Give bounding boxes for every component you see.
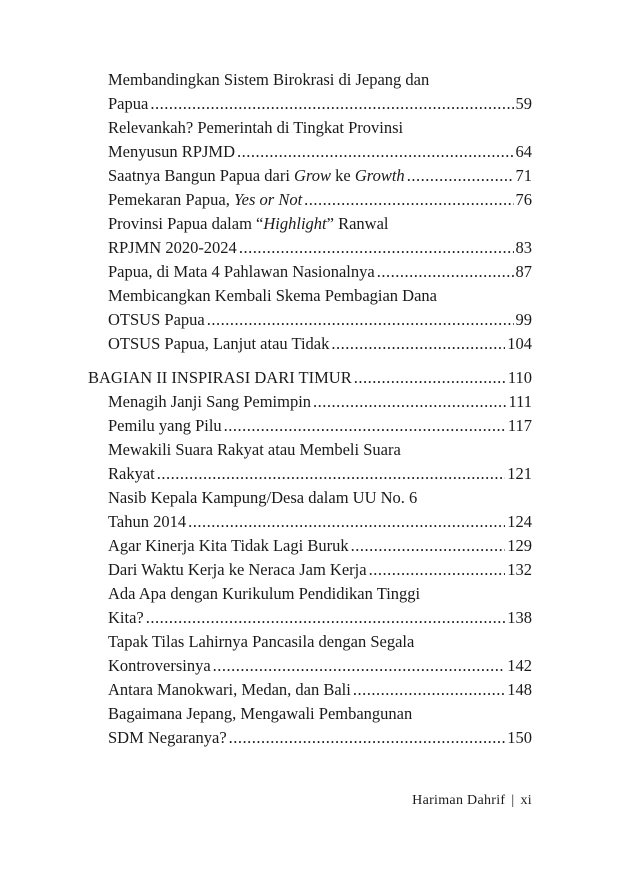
entry-title-last-line [108,534,532,558]
entry-text: Tahun 2014 [108,512,187,531]
entry-page-number: 117 [507,416,532,435]
entry-title-first-line [108,212,532,236]
entry-text: Relevankah? Pemerintah di Tingkat Provinsi [108,118,404,137]
entry-title-first-line [108,702,532,726]
dot-leader [157,462,506,486]
toc-entry[interactable] [108,212,532,260]
entry-page-number: 138 [507,608,532,627]
dot-leader [313,390,506,414]
toc-entry[interactable] [108,116,532,164]
entry-title-last-line [108,164,532,188]
entry-text: Kita? [108,608,144,627]
dot-leader [239,236,514,260]
entry-text-italic: Growth [354,166,405,185]
entry-title [108,510,186,534]
entry-text: Menagih Janji Sang Pemimpin [108,392,312,411]
entry-title [108,332,329,356]
entry-title [108,606,144,630]
entry-title-last-line [108,510,532,534]
toc-entry[interactable] [108,188,532,212]
entry-text: RPJMN 2020-2024 [108,238,237,257]
toc-entry[interactable] [108,630,532,678]
entry-title-last-line [108,654,532,678]
entry-text: Agar Kinerja Kita Tidak Lagi Buruk [108,536,349,555]
entry-title-last-line [108,140,532,164]
entry-text: OTSUS Papua, Lanjut atau Tidak [108,334,330,353]
entry-title-last-line [108,260,532,284]
entry-text: Provinsi Papua dalam “ [108,214,264,233]
entry-text: ” Ranwal [326,214,389,233]
entry-page-number: 150 [507,728,532,747]
page-footer [412,793,532,809]
entry-text: Pemilu yang Pilu [108,416,222,435]
entry-title-last-line [88,366,532,390]
entry-title [108,188,302,212]
entry-title [108,236,237,260]
toc-entry[interactable] [108,558,532,582]
entry-text-italic: Grow [294,166,332,185]
entry-title [108,558,367,582]
entry-text: Papua [108,94,149,113]
entry-title [108,654,211,678]
entry-text: Membicangkan Kembali Skema Pembagian Dana [108,286,437,305]
entry-title [108,260,375,284]
entry-text: SDM Negaranya? [108,728,227,747]
entry-title-last-line [108,188,532,212]
dot-leader [353,678,505,702]
dot-leader [354,366,506,390]
entry-text: Dari Waktu Kerja ke Neraca Jam Kerja [108,560,367,579]
entry-title-first-line [108,630,532,654]
toc-entry[interactable] [108,438,532,486]
toc-entry[interactable] [108,678,532,702]
entry-title [108,308,205,332]
entry-page-number: 99 [515,310,532,329]
entry-page-number: 71 [515,166,532,185]
entry-text: Tapak Tilas Lahirnya Pancasila dengan Segala [108,632,415,651]
dot-leader [377,260,514,284]
dot-leader [224,414,506,438]
dot-leader [331,332,505,356]
entry-text: BAGIAN II INSPIRASI DARI TIMUR [88,368,352,387]
entry-title-first-line [108,438,532,462]
dot-leader [304,188,513,212]
toc-part-heading[interactable] [88,366,532,390]
toc-entry[interactable] [108,284,532,332]
dot-leader [369,558,506,582]
entry-page-number: 124 [507,512,532,531]
entry-title [108,140,235,164]
entry-title [108,164,405,188]
dot-leader [207,308,514,332]
entry-text: OTSUS Papua [108,310,205,329]
dot-leader [229,726,506,750]
toc-entry[interactable] [108,260,532,284]
entry-title [108,462,155,486]
entry-title-last-line [108,414,532,438]
entry-text: Menyusun RPJMD [108,142,235,161]
entry-title [108,390,311,414]
entry-page-number: 64 [515,142,532,161]
dot-leader [146,606,506,630]
entry-text: Pemekaran Papua, [108,190,234,209]
entry-title-last-line [108,726,532,750]
footer-page-number: xi [520,793,532,808]
entry-page-number: 59 [515,94,532,113]
dot-leader [407,164,514,188]
entry-title [108,726,227,750]
toc-entry[interactable] [108,332,532,356]
entry-title [108,414,222,438]
entry-text: Saatnya Bangun Papua dari [108,166,295,185]
toc-entry[interactable] [108,534,532,558]
entry-text: Kontroversinya [108,656,211,675]
dot-leader [237,140,514,164]
toc-entry[interactable] [108,68,532,116]
entry-text: Antara Manokwari, Medan, dan Bali [108,680,351,699]
entry-title-last-line [108,558,532,582]
entry-title-first-line [108,284,532,308]
entry-page-number: 148 [507,680,532,699]
entry-text-italic: Yes or Not [234,190,303,209]
entry-page-number: 132 [507,560,532,579]
entry-title-first-line [108,116,532,140]
entry-title-first-line [108,582,532,606]
entry-text: ke [331,166,355,185]
entry-text: Bagaimana Jepang, Mengawali Pembangunan [108,704,413,723]
entry-title-last-line [108,606,532,630]
entry-title [108,534,349,558]
footer-author: Hariman Dahrif [412,793,506,808]
entry-text: Nasib Kepala Kampung/Desa dalam UU No. 6 [108,488,418,507]
entry-title-last-line [108,678,532,702]
entry-title-last-line [108,332,532,356]
dot-leader [150,92,513,116]
entry-title [88,366,352,390]
entry-text: Papua, di Mata 4 Pahlawan Nasionalnya [108,262,375,281]
entry-page-number: 142 [507,656,532,675]
entry-page-number: 104 [507,334,532,353]
toc-entry[interactable] [108,702,532,750]
entry-title-last-line [108,308,532,332]
entry-title-first-line [108,486,532,510]
entry-title-last-line [108,390,532,414]
entry-page-number: 83 [515,238,532,257]
entry-text: Ada Apa dengan Kurikulum Pendidikan Tinggi [108,584,421,603]
entry-text: Membandingkan Sistem Birokrasi di Jepang dan [108,70,430,89]
toc-entry[interactable] [108,164,532,188]
entry-title-last-line [108,92,532,116]
entry-title-first-line [108,68,532,92]
toc-entry[interactable] [108,582,532,630]
footer-separator: | [511,793,515,808]
toc-entry[interactable] [108,390,532,414]
entry-page-number: 121 [507,464,532,483]
toc-entry[interactable] [108,414,532,438]
entry-page-number: 110 [507,368,532,387]
entry-title-last-line [108,462,532,486]
entry-text: Mewakili Suara Rakyat atau Membeli Suara [108,440,401,459]
dot-leader [351,534,506,558]
entry-page-number: 129 [507,536,532,555]
dot-leader [213,654,506,678]
entry-page-number: 87 [515,262,532,281]
entry-title [108,92,148,116]
dot-leader [188,510,505,534]
entry-page-number: 76 [515,190,532,209]
entry-text-italic: Highlight [263,214,327,233]
toc-entry[interactable] [108,486,532,534]
entry-title-last-line [108,236,532,260]
table-of-contents [0,68,630,750]
entry-title [108,678,351,702]
entry-page-number: 111 [508,392,532,411]
entry-text: Rakyat [108,464,155,483]
